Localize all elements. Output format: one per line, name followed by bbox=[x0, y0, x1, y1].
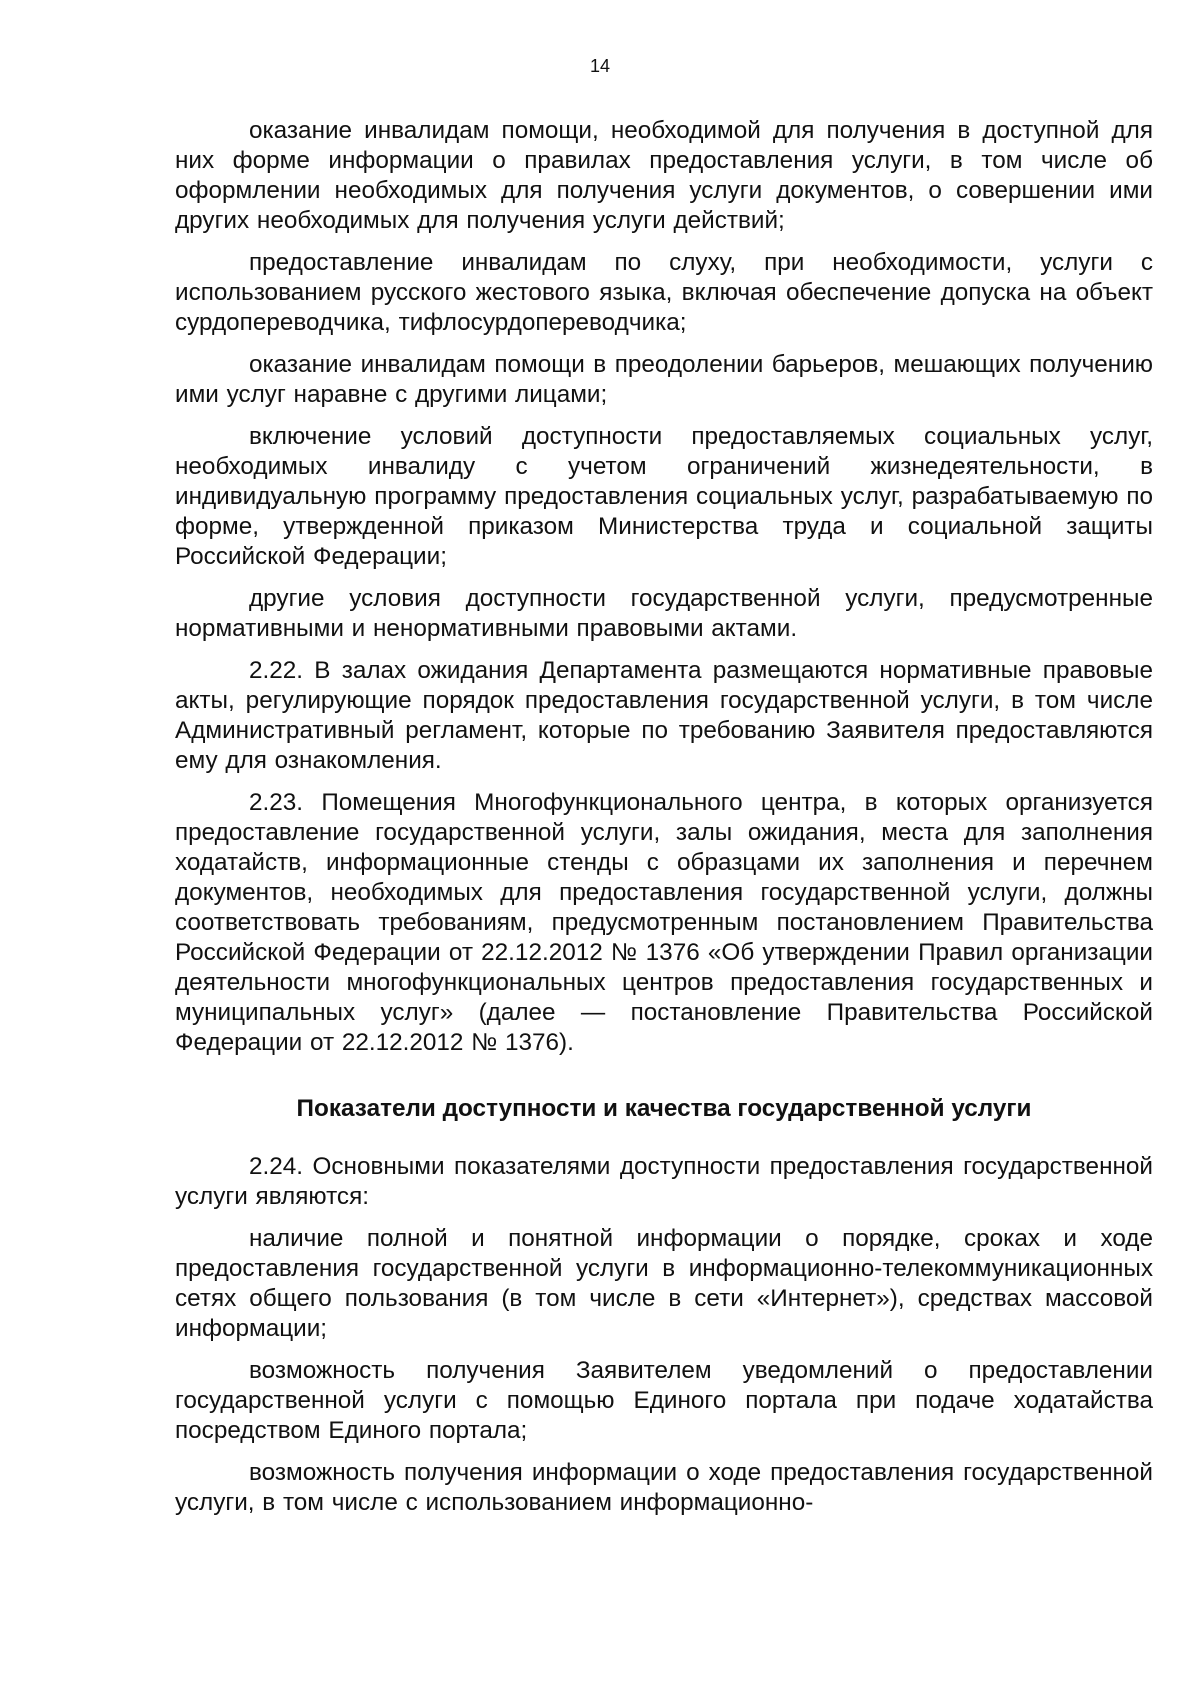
paragraph-sign-language: предоставление инвалидам по слуху, при необходимости, услуги с использованием русского жестового языка, включая обеспечение допуска на объект сурдопереводчика, тифлосурдопереводчика; bbox=[175, 249, 1153, 336]
paragraph-progress-information: возможность получения информации о ходе предоставления государственной услуги, в том числе с использованием информационно- bbox=[175, 1459, 1153, 1516]
document-body bbox=[175, 116, 1153, 1530]
paragraph-full-information: наличие полной и понятной информации о порядке, сроках и ходе предоставления государственной услуги в информационно-телекоммуникационных сетях общего пользования (в том числе в сети «Интернет»), средствах массовой информации; bbox=[175, 1225, 1153, 1342]
paragraph-barrier-assistance: оказание инвалидам помощи в преодолении барьеров, мешающих получению ими услуг наравне с другими лицами; bbox=[175, 351, 1153, 408]
page-number: 14 bbox=[589, 56, 611, 76]
paragraph-2-23: 2.23. Помещения Многофункционального центра, в которых организуется предоставление государственной услуги, залы ожидания, места для заполнения ходатайств, информационные стенды с образцами их заполнения и перечнем документов, необходимых для предоставления государственной услуги, должны соответствовать требованиям, предусмотренным постановлением Правительства Российской Федерации от 22.12.2012 № 1376 «Об утверждении Правил организации деятельности многофункциональных центров предоставления государственных и муниципальных услуг» (далее — постановление Правительства Российской Федерации от 22.12.2012 № 1376). bbox=[175, 789, 1153, 1056]
paragraph-individual-program: включение условий доступности предоставляемых социальных услуг, необходимых инвалиду с учетом ограничений жизнедеятельности, в индивидуальную программу предоставления социальных услуг, разрабатываемую по форме, утвержденной приказом Министерства труда и социальной защиты Российской Федерации; bbox=[175, 423, 1153, 570]
paragraph-other-conditions: другие условия доступности государственной услуги, предусмотренные нормативными и ненормативными правовыми актами. bbox=[175, 585, 1153, 642]
paragraph-notifications: возможность получения Заявителем уведомлений о предоставлении государственной услуги с помощью Единого портала при подаче ходатайства посредством Единого портала; bbox=[175, 1357, 1153, 1444]
paragraph-assistance-information: оказание инвалидам помощи, необходимой для получения в доступной для них форме информации о правилах предоставления услуги, в том числе об оформлении необходимых для получения услуги документов, о совершении ими других необходимых для получения услуги действий; bbox=[175, 117, 1153, 234]
paragraph-2-24: 2.24. Основными показателями доступности предоставления государственной услуги являются: bbox=[175, 1153, 1153, 1210]
paragraph-2-22: 2.22. В залах ожидания Департамента размещаются нормативные правовые акты, регулирующие порядок предоставления государственной услуги, в том числе Административный регламент, которые по требованию Заявителя предоставляются ему для ознакомления. bbox=[175, 657, 1153, 774]
section-heading: Показатели доступности и качества государственной услуги bbox=[296, 1095, 1032, 1122]
